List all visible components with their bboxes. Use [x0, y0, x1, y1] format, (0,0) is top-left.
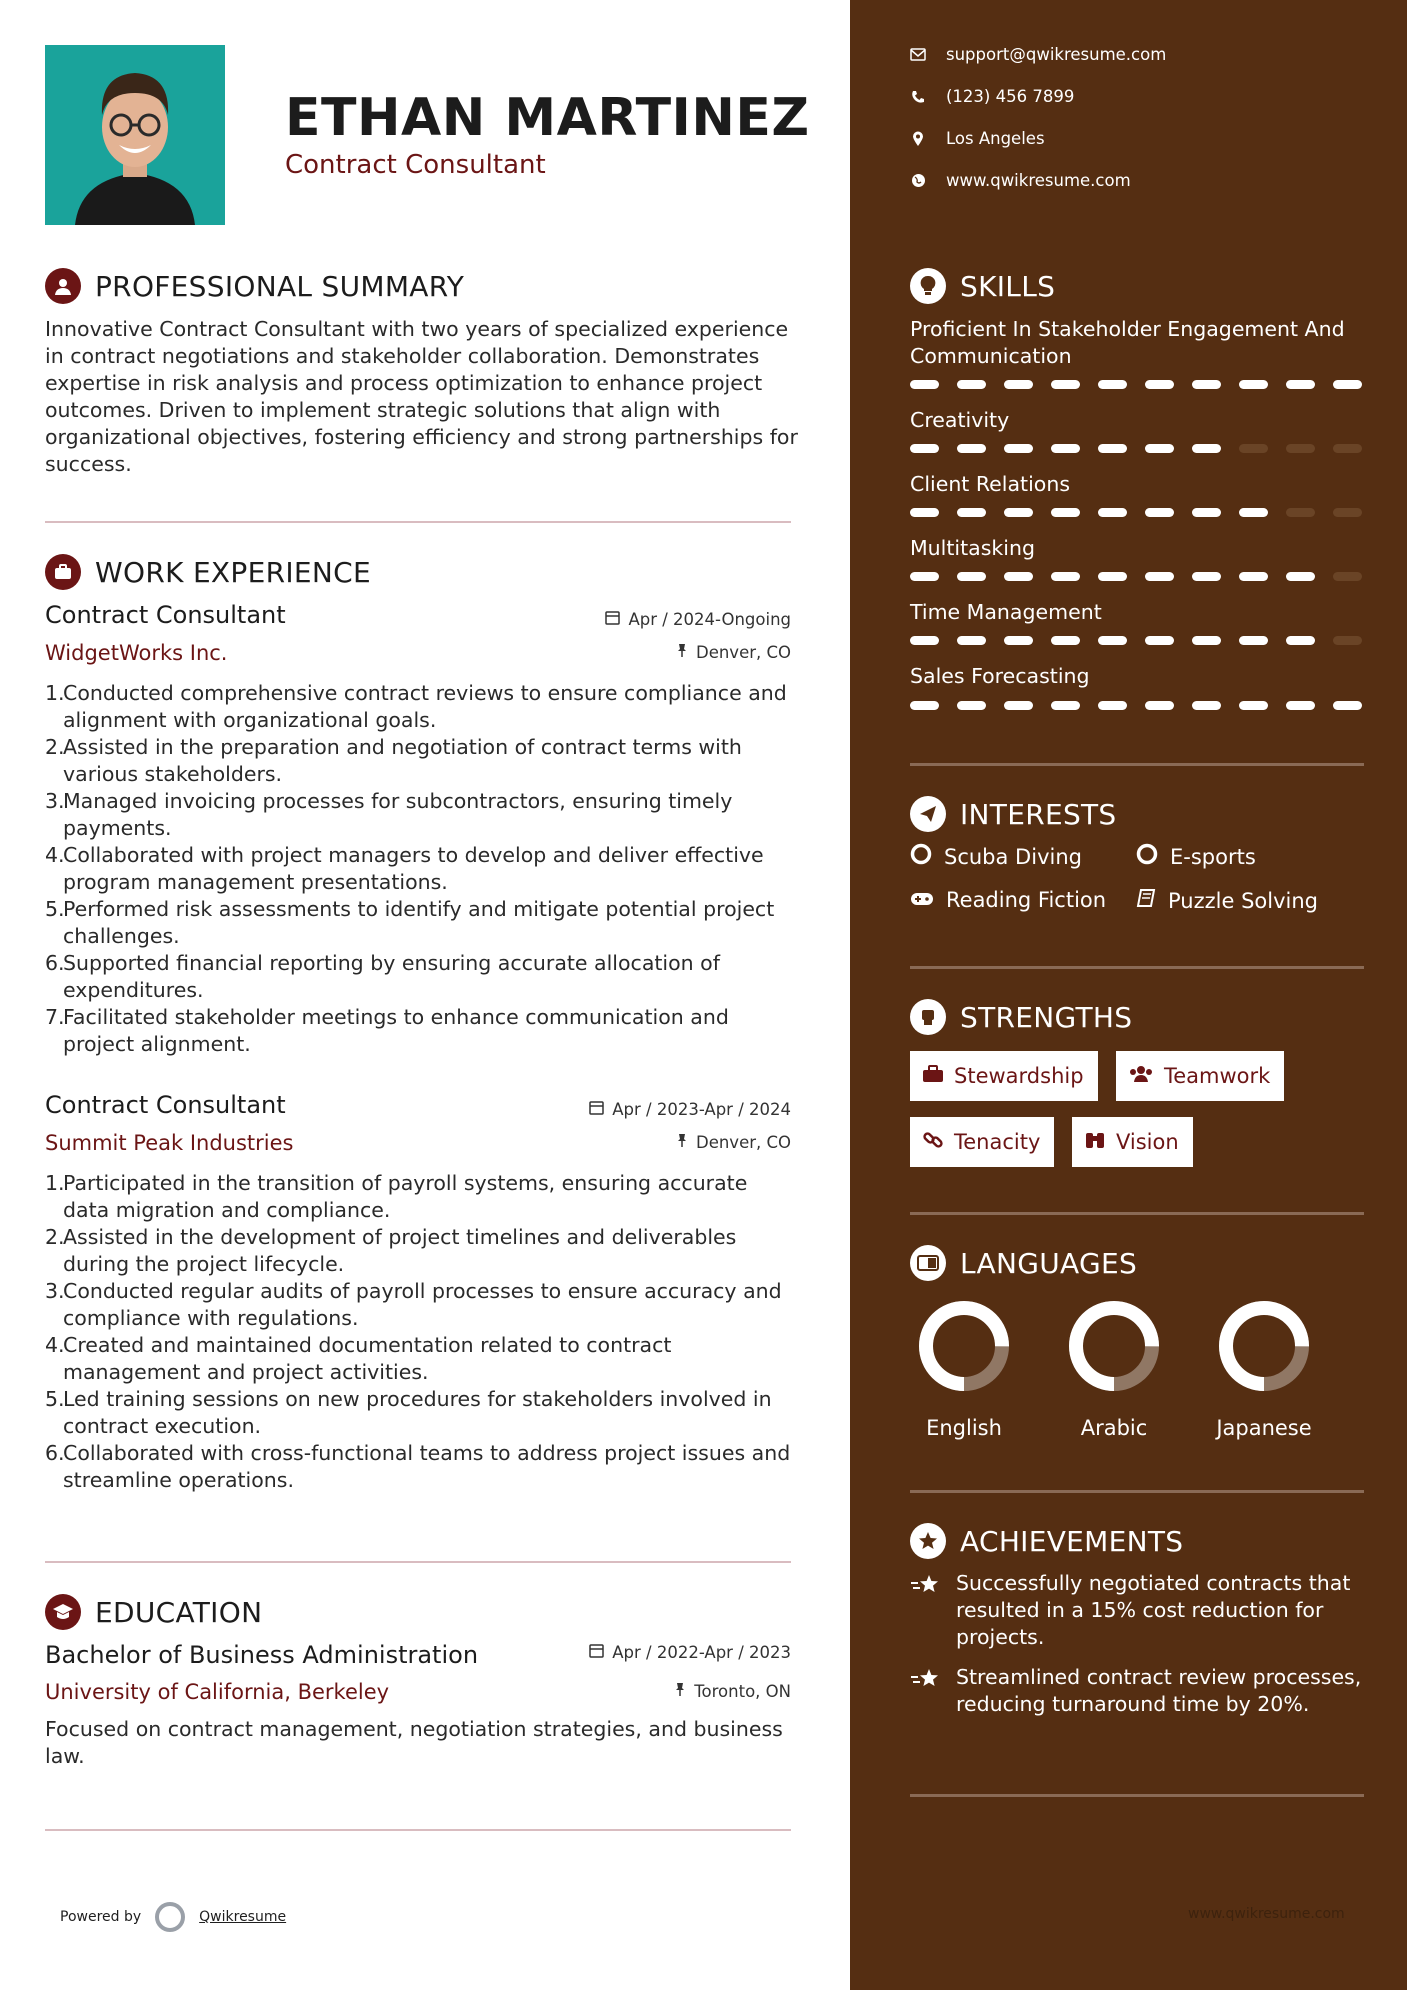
language-gauge — [1216, 1298, 1312, 1394]
list-item: 4. Collaborated with project managers to develop and deliver effective program management presentations. — [45, 843, 764, 894]
skill-dash — [1145, 636, 1174, 645]
shooting-star-icon — [910, 1664, 944, 1718]
skill-dash — [1098, 508, 1127, 517]
education-location — [674, 1682, 791, 1701]
qwikresume-logo-icon — [155, 1902, 185, 1932]
skill-dash — [1145, 444, 1174, 453]
profile-photo — [45, 45, 225, 225]
list-item: 2. Assisted in the development of project timelines and deliverables during the project lifecycle. — [45, 1225, 737, 1276]
skill-dash — [1192, 636, 1221, 645]
school: University of California, Berkeley — [45, 1680, 390, 1704]
skill-dash — [1051, 636, 1080, 645]
skill-dash — [1239, 636, 1268, 645]
education-dates — [589, 1643, 791, 1662]
skill-dash — [1333, 380, 1362, 389]
divider — [910, 1490, 1364, 1493]
divider — [45, 521, 791, 523]
divider — [910, 966, 1364, 969]
contact-location-text: Los Angeles — [946, 129, 1045, 148]
skill-name-1: Proficient In Stakeholder Engagement And Communication — [910, 317, 1345, 368]
gamepad-icon — [910, 888, 934, 912]
summary-text: Innovative Contract Consultant with two years of specialized experience in contract negotiations and stakeholder collaboration. Demonstrates expertise in risk analysis and process optimization to enhance project outcomes. Driven to implement strategic solutions that align with organizational objectives, fostering efficiency and strong partnerships for success. — [45, 317, 798, 476]
skill-dash — [1098, 572, 1127, 581]
skill-dash — [1286, 636, 1315, 645]
calendar-icon — [589, 1100, 604, 1119]
paper-plane-icon — [910, 796, 946, 832]
pin-icon — [676, 643, 688, 662]
job-company-1: WidgetWorks Inc. — [45, 641, 228, 665]
skill-dash — [1098, 380, 1127, 389]
skill-dash — [1051, 572, 1080, 581]
strengths-heading — [910, 999, 1132, 1035]
globe-icon — [910, 173, 926, 189]
skill-dash — [1192, 701, 1221, 710]
user-icon — [45, 268, 81, 304]
briefcase-icon — [922, 1064, 944, 1088]
shooting-star-icon — [910, 1570, 944, 1651]
job-company-2: Summit Peak Industries — [45, 1131, 294, 1155]
job-bullets-2 — [45, 1170, 795, 1494]
language-gauge — [916, 1298, 1012, 1394]
skill-dash — [1192, 572, 1221, 581]
skill-dash — [1333, 636, 1362, 645]
fist-icon — [910, 999, 946, 1035]
skill-dash — [910, 572, 939, 581]
skills-title: SKILLS — [960, 269, 1056, 303]
skill-dash — [957, 636, 986, 645]
interests-title: INTERESTS — [960, 797, 1117, 831]
job-location-2 — [676, 1133, 791, 1152]
work-title: WORK EXPERIENCE — [95, 555, 371, 589]
skill-dash — [1051, 380, 1080, 389]
strength-tag: Tenacity — [910, 1117, 1054, 1167]
skill-dash — [1239, 508, 1268, 517]
achievements-title: ACHIEVEMENTS — [960, 1524, 1184, 1558]
list-item: 2. Assisted in the preparation and negotiation of contract terms with various stakeholders. — [45, 735, 742, 786]
divider — [910, 1794, 1364, 1797]
skill-dash — [1051, 508, 1080, 517]
person-avatar-icon — [45, 45, 225, 225]
skill-dash — [1286, 508, 1315, 517]
skill-dash — [1145, 572, 1174, 581]
skill-meter-3 — [910, 508, 1362, 517]
skill-dash — [1145, 380, 1174, 389]
skill-dash — [1145, 508, 1174, 517]
skill-dash — [1098, 701, 1127, 710]
skill-dash — [1192, 444, 1221, 453]
contact-location — [910, 129, 1045, 148]
skill-dash — [1098, 636, 1127, 645]
powered-label: Powered by — [60, 1909, 142, 1925]
skill-dash — [1333, 508, 1362, 517]
education-title: EDUCATION — [95, 1595, 263, 1629]
language-english — [909, 1298, 1019, 1440]
job-title-1: Contract Consultant — [45, 601, 286, 629]
job-location-1 — [676, 643, 791, 662]
star-badge-icon — [910, 1523, 946, 1559]
list-item: 6. Supported financial reporting by ensuring accurate allocation of expenditures. — [45, 951, 720, 1002]
contact-phone[interactable] — [910, 87, 1074, 106]
lightbulb-icon — [910, 268, 946, 304]
life-ring-icon — [910, 843, 932, 870]
translate-icon — [910, 1245, 946, 1281]
interest-scuba: Scuba Diving — [910, 843, 1082, 870]
binoculars-icon — [1084, 1130, 1106, 1155]
skill-dash — [1239, 572, 1268, 581]
job-bullets-1 — [45, 680, 795, 1058]
language-label: English — [926, 1416, 1002, 1440]
list-item: 3. Managed invoicing processes for subcontractors, ensuring timely payments. — [45, 789, 733, 840]
contact-website-text: www.qwikresume.com — [946, 171, 1131, 190]
skill-dash — [1286, 380, 1315, 389]
skill-dash — [910, 444, 939, 453]
envelope-icon — [910, 47, 926, 63]
language-gauge — [1066, 1298, 1162, 1394]
book-icon — [1136, 888, 1156, 913]
summary-heading — [45, 268, 464, 304]
education-location-text: Toronto, ON — [694, 1682, 791, 1701]
contact-phone-text: (123) 456 7899 — [946, 87, 1075, 106]
skill-meter-6 — [910, 701, 1362, 710]
skill-name-6: Sales Forecasting — [910, 664, 1090, 688]
list-item: 3. Conducted regular audits of payroll processes to ensure accuracy and compliance with regulations. — [45, 1279, 782, 1330]
pin-icon — [674, 1682, 686, 1701]
achievements-heading — [910, 1523, 1183, 1559]
interest-reading: Reading Fiction — [910, 888, 1106, 912]
skill-dash — [1098, 444, 1127, 453]
skill-dash — [957, 701, 986, 710]
list-item: 5. Led training sessions on new procedures for stakeholders involved in contract execution. — [45, 1387, 772, 1438]
skill-dash — [1286, 572, 1315, 581]
contact-email[interactable] — [910, 45, 1166, 64]
skill-name-4: Multitasking — [910, 536, 1035, 560]
briefcase-icon — [45, 554, 81, 590]
skill-dash — [1333, 444, 1362, 453]
skill-dash — [957, 508, 986, 517]
list-item: 7. Facilitated stakeholder meetings to enhance communication and project alignment. — [45, 1005, 729, 1056]
skill-meter-2 — [910, 444, 1362, 453]
life-ring-icon — [1136, 843, 1158, 870]
skill-dash — [1239, 701, 1268, 710]
pin-icon — [676, 1133, 688, 1152]
skill-dash — [1004, 636, 1033, 645]
interest-puzzle: Puzzle Solving — [1136, 888, 1318, 913]
skill-dash — [1004, 701, 1033, 710]
language-label: Japanese — [1216, 1416, 1312, 1440]
divider — [45, 1561, 791, 1563]
job-location-text-1: Denver, CO — [695, 643, 791, 662]
language-arabic — [1059, 1298, 1169, 1440]
strengths-title: STRENGTHS — [960, 1000, 1133, 1034]
job-dates-text-1: Apr / 2024-Ongoing — [628, 610, 791, 629]
phone-icon — [910, 89, 926, 105]
brand-link[interactable]: Qwikresume — [199, 1909, 287, 1925]
skill-dash — [957, 572, 986, 581]
job-title-2: Contract Consultant — [45, 1091, 286, 1119]
divider — [45, 1829, 791, 1831]
language-japanese — [1209, 1298, 1319, 1440]
link-icon — [922, 1129, 944, 1156]
skill-dash — [1192, 380, 1221, 389]
calendar-icon — [605, 610, 620, 629]
list-item: 4. Created and maintained documentation related to contract management and project activities. — [45, 1333, 672, 1384]
interest-esports: E-sports — [1136, 843, 1256, 870]
achievement-item: Successfully negotiated contracts that resulted in a 15% cost reduction for projects. — [910, 1570, 1370, 1651]
education-dates-text: Apr / 2022-Apr / 2023 — [612, 1643, 791, 1662]
skill-meter-4 — [910, 572, 1362, 581]
skill-dash — [1192, 508, 1221, 517]
summary-title: PROFESSIONAL SUMMARY — [95, 269, 465, 303]
skill-dash — [1333, 572, 1362, 581]
skill-dash — [910, 701, 939, 710]
skill-dash — [1051, 701, 1080, 710]
skills-heading — [910, 268, 1055, 304]
degree: Bachelor of Business Administration — [45, 1641, 479, 1669]
skill-dash — [1286, 444, 1315, 453]
divider — [910, 1212, 1364, 1215]
strength-tag: Vision — [1072, 1117, 1193, 1167]
map-pin-icon — [910, 131, 926, 147]
list-item: 1. Conducted comprehensive contract reviews to ensure compliance and alignment with organizational goals. — [45, 681, 787, 732]
strength-tag: Stewardship — [910, 1051, 1098, 1101]
skill-dash — [1239, 380, 1268, 389]
users-icon — [1128, 1064, 1154, 1088]
skill-dash — [1004, 380, 1033, 389]
skill-name-5: Time Management — [910, 600, 1102, 624]
job-dates-1 — [605, 610, 791, 629]
education-heading — [45, 1594, 262, 1630]
skill-meter-5 — [910, 636, 1362, 645]
calendar-icon — [589, 1643, 604, 1662]
languages-heading — [910, 1245, 1137, 1281]
interests-heading — [910, 796, 1117, 832]
skill-name-2: Creativity — [910, 408, 1010, 432]
languages-title: LANGUAGES — [960, 1246, 1138, 1280]
skill-dash — [910, 508, 939, 517]
candidate-title: Contract Consultant — [285, 150, 546, 180]
footer-website[interactable]: www.qwikresume.com — [1188, 1906, 1345, 1922]
job-location-text-2: Denver, CO — [695, 1133, 791, 1152]
skill-dash — [1239, 444, 1268, 453]
skill-dash — [1004, 444, 1033, 453]
skill-dash — [957, 444, 986, 453]
list-item: 6. Collaborated with cross-functional teams to address project issues and streamline operations. — [45, 1441, 791, 1492]
work-heading — [45, 554, 371, 590]
candidate-name: ETHAN MARTINEZ — [285, 88, 810, 148]
job-dates-text-2: Apr / 2023-Apr / 2024 — [612, 1100, 791, 1119]
powered-by — [60, 1902, 286, 1932]
language-label: Arabic — [1080, 1416, 1148, 1440]
education-description: Focused on contract management, negotiation strategies, and business law. — [45, 1717, 783, 1768]
strength-tag: Teamwork — [1116, 1051, 1284, 1101]
skill-dash — [1145, 701, 1174, 710]
divider — [910, 763, 1364, 766]
skill-dash — [910, 636, 939, 645]
contact-website[interactable] — [910, 171, 1131, 190]
graduation-cap-icon — [45, 1594, 81, 1630]
skill-name-3: Client Relations — [910, 472, 1071, 496]
skill-dash — [957, 380, 986, 389]
list-item: 5. Performed risk assessments to identify and mitigate potential project challenges. — [45, 897, 775, 948]
skill-dash — [1004, 508, 1033, 517]
skill-dash — [1004, 572, 1033, 581]
skill-dash — [1333, 701, 1362, 710]
skill-meter-1 — [910, 380, 1362, 389]
skill-dash — [910, 380, 939, 389]
job-dates-2 — [589, 1100, 791, 1119]
list-item: 1. Participated in the transition of payroll systems, ensuring accurate data migration and compliance. — [45, 1171, 748, 1222]
skill-dash — [1051, 444, 1080, 453]
contact-email-text: support@qwikresume.com — [946, 45, 1167, 64]
achievement-item: Streamlined contract review processes, reducing turnaround time by 20%. — [910, 1664, 1370, 1718]
skill-dash — [1286, 701, 1315, 710]
